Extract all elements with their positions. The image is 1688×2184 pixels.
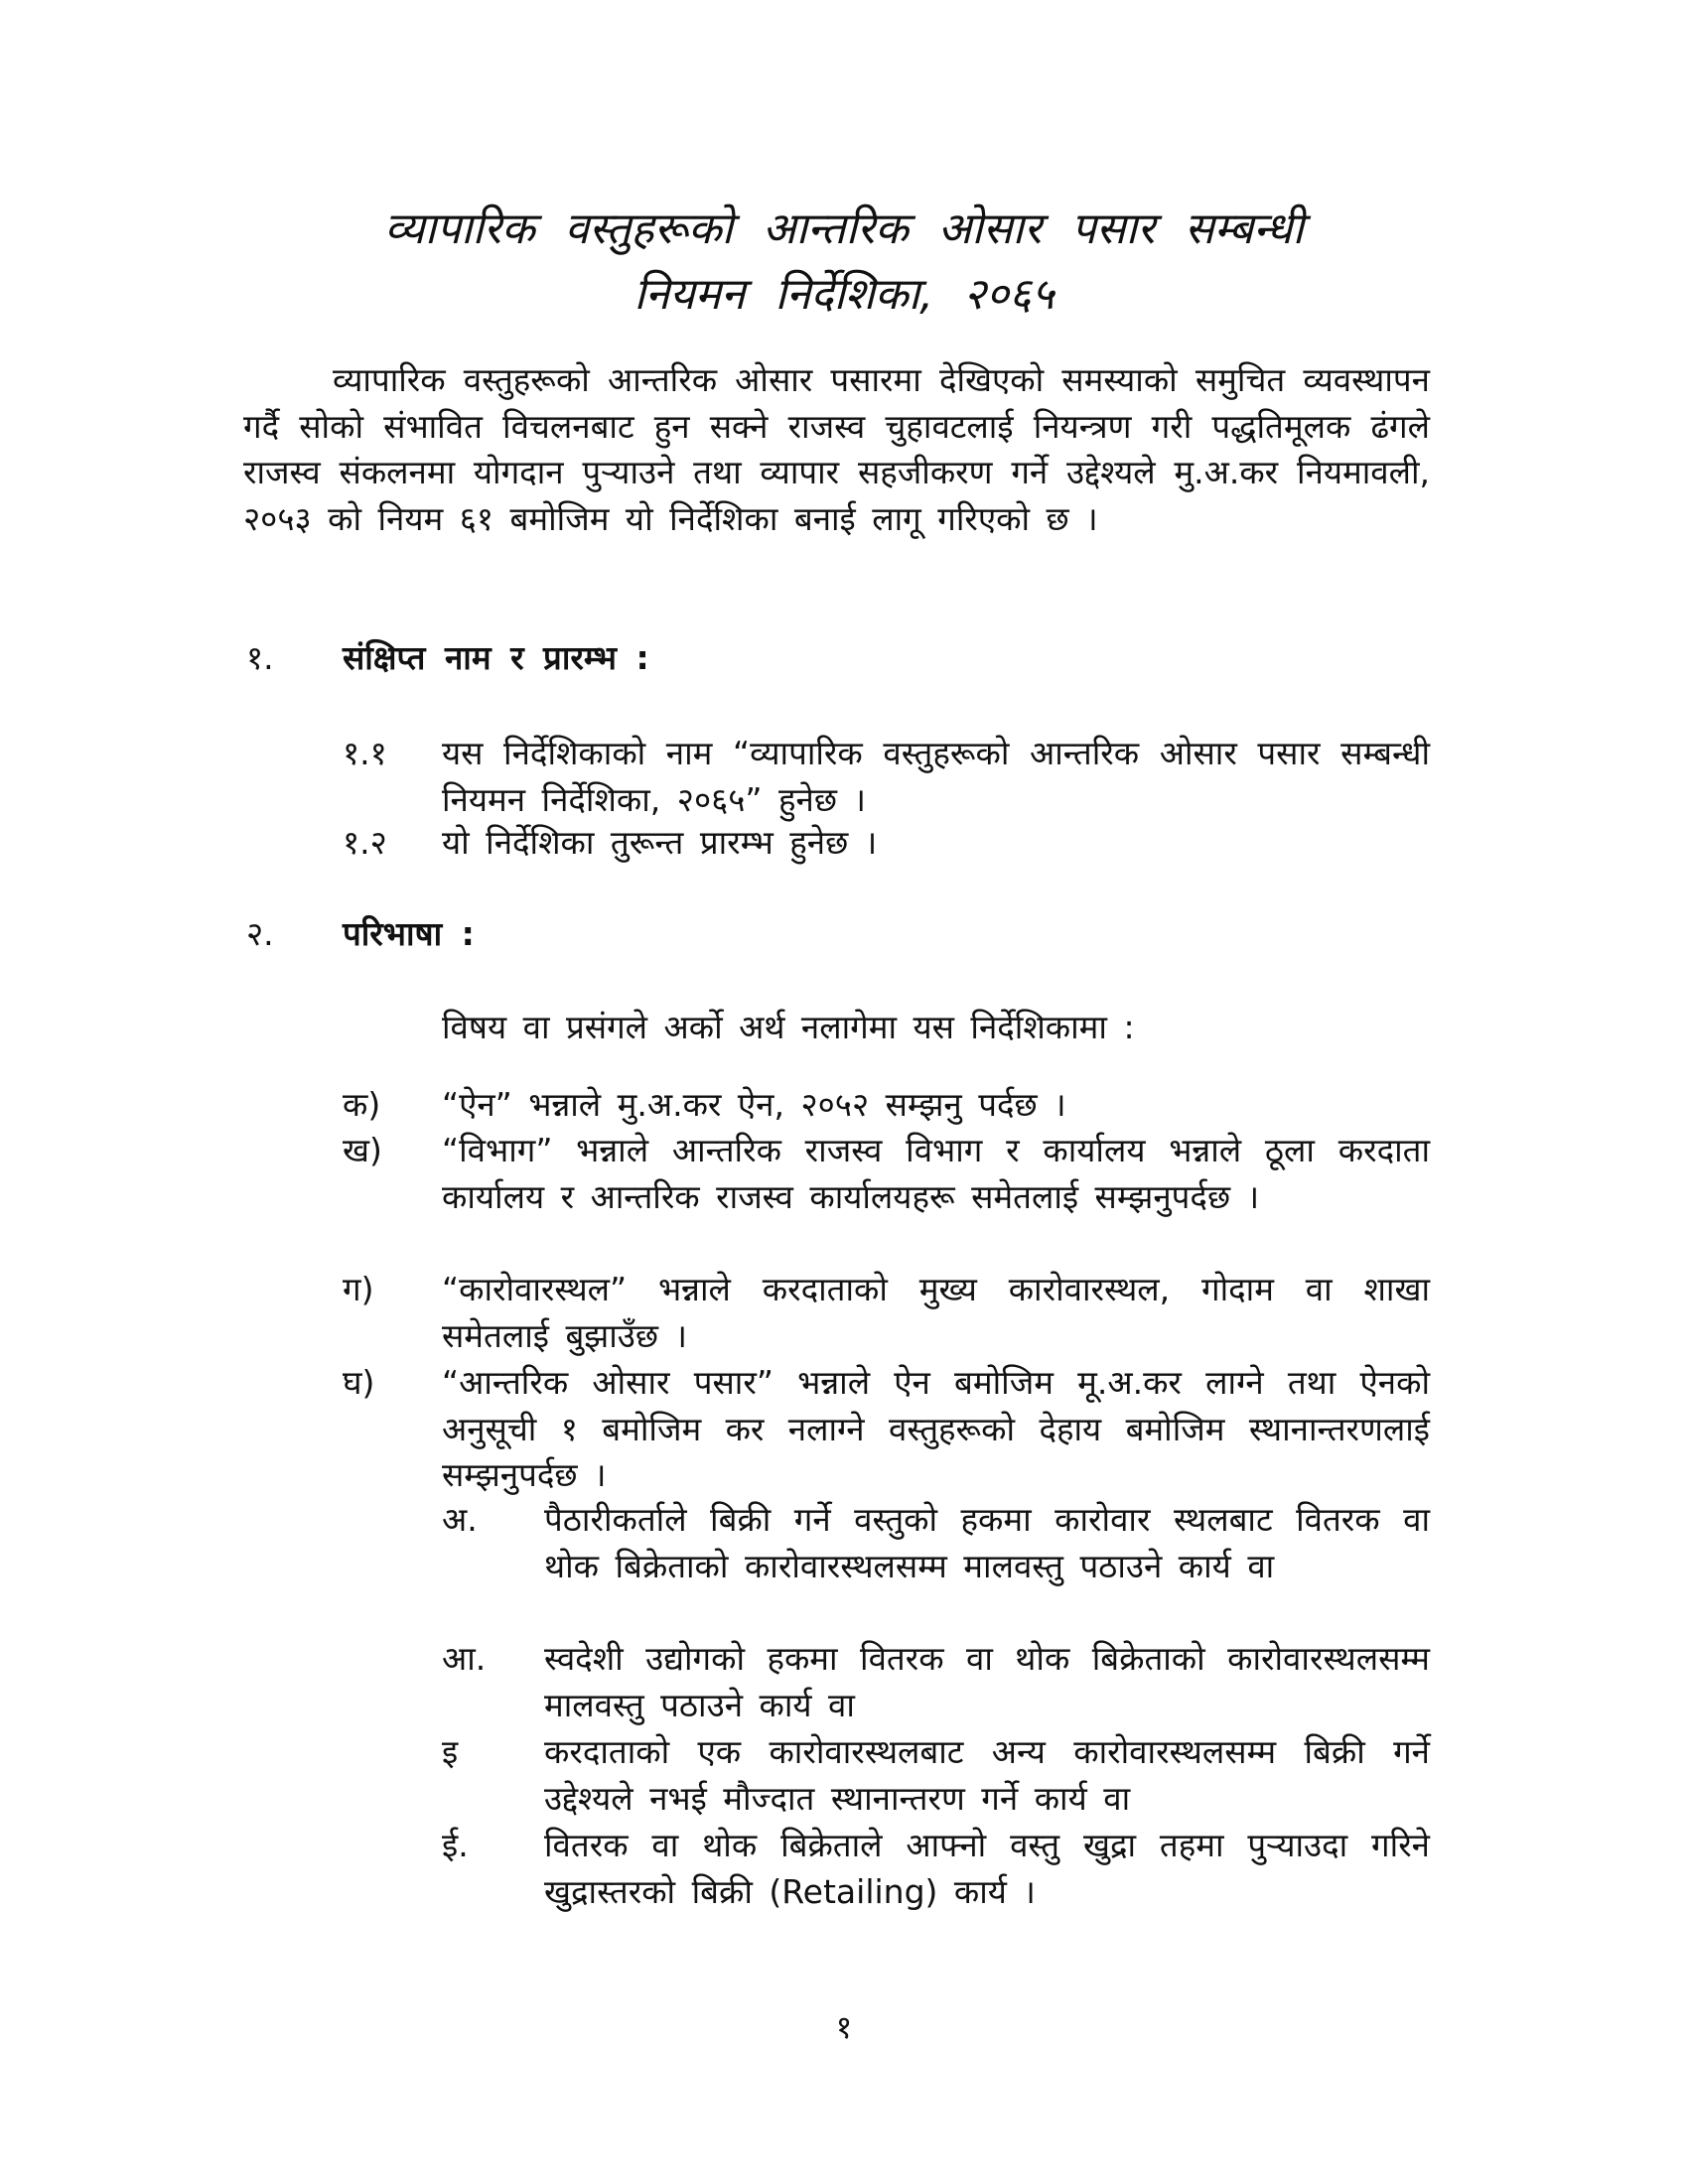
subitem-ii-number: ई. — [442, 1826, 469, 1864]
definition-ka-text: “ऐन” भन्नाले मु.अ.कर ऐन, २०५२ सम्झनु पर्दछ । — [442, 1085, 1066, 1124]
item-1-1-text: यस निर्देशिकाको नाम “व्यापारिक वस्तुहरूको आन्तरिक ओसार पसार सम्बन्धी नियमन निर्देशिका, २०६५” हुनेछ । — [442, 734, 1430, 819]
item-1-2-number: १.२ — [343, 823, 387, 862]
definition-ka-number: क) — [343, 1085, 381, 1124]
document-title-line-1: व्यापारिक वस्तुहरूको आन्तरिक ओसार पसार सम्बन्धी — [384, 204, 1304, 254]
page-number: १ — [835, 2008, 853, 2046]
subitem-a-number: अ. — [442, 1500, 478, 1539]
definition-kha-text: “विभाग” भन्नाले आन्तरिक राजस्व विभाग र कार्यालय भन्नाले ठूला करदाता कार्यालय र आन्तरिक राजस्व कार्यालयहरू समेतलाई सम्झनुपर्दछ । — [442, 1131, 1430, 1216]
subitem-i-text: करदाताको एक कारोवारस्थलबाट अन्य कारोवारस्थलसम्म बिक्री गर्ने उद्देश्यले नभई मौज्दात स्थानान्तरण गर्ने कार्य वा — [544, 1732, 1430, 1818]
item-1-2-text: यो निर्देशिका तुरून्त प्रारम्भ हुनेछ । — [442, 823, 878, 862]
definition-ga-text: “कारोवारस्थल” भन्नाले करदाताको मुख्य कारोवारस्थल, गोदाम वा शाखा समेतलाई बुझाउँछ । — [442, 1270, 1430, 1355]
subitem-aa-number: आ. — [442, 1639, 487, 1678]
item-1-1-number: १.१ — [343, 734, 387, 772]
document-title-line-2: नियमन निर्देशिका, २०६५ — [633, 269, 1055, 320]
subitem-ii-text: वितरक वा थोक बिक्रेताले आफ्नो वस्तु खुद्रा तहमा पुऱ्याउदा गरिने खुद्रास्तरको बिक्री (Retailing) कार्य । — [544, 1826, 1430, 1911]
definition-gha-text: “आन्तरिक ओसार पसार” भन्नाले ऐन बमोजिम मू.अ.कर लाग्ने तथा ऐनको अनुसूची १ बमोजिम कर नलाग्ने वस्तुहरूको देहाय बमोजिम स्थानान्तरणलाई सम्झनुपर्दछ । — [442, 1363, 1430, 1494]
preamble-paragraph: व्यापारिक वस्तुहरूको आन्तरिक ओसार पसारमा देखिएको समस्याको समुचित व्यवस्थापन गर्दै सोको संभावित विचलनबाट हुन सक्ने राजस्व चुहावटलाई नियन्त्रण गरी पद्धतिमूलक ढंगले राजस्व संकलनमा योगदान पुऱ्याउने तथा व्यापार सहजीकरण गर्ने उद्देश्यले मु.अ.कर नियमावली, २०५३ को नियम ६१ बमोजिम यो निर्देशिका बनाई लागू गरिएको छ । — [243, 360, 1430, 538]
definition-kha-number: ख) — [343, 1131, 382, 1169]
section-2-intro: विषय वा प्रसंगले अर्को अर्थ नलागेमा यस निर्देशिकामा : — [442, 1008, 1135, 1046]
subitem-a-text: पैठारीकर्ताले बिक्री गर्ने वस्तुको हकमा कारोवार स्थलबाट वितरक वा थोक बिक्रेताको कारोवारस्थलसम्म मालवस्तु पठाउने कार्य वा — [544, 1500, 1430, 1585]
section-1-heading: संक्षिप्त नाम र प्रारम्भ : — [343, 638, 649, 677]
definition-gha-number: घ) — [343, 1363, 375, 1402]
subitem-aa-text: स्वदेशी उद्योगको हकमा वितरक वा थोक बिक्रेताको कारोवारस्थलसम्म मालवस्तु पठाउने कार्य वा — [544, 1639, 1430, 1724]
section-2-number: २. — [246, 914, 274, 953]
section-2-heading: परिभाषा : — [343, 914, 475, 953]
subitem-i-number: इ — [442, 1732, 459, 1771]
section-1-number: १. — [246, 638, 274, 677]
definition-ga-number: ग) — [343, 1270, 374, 1308]
